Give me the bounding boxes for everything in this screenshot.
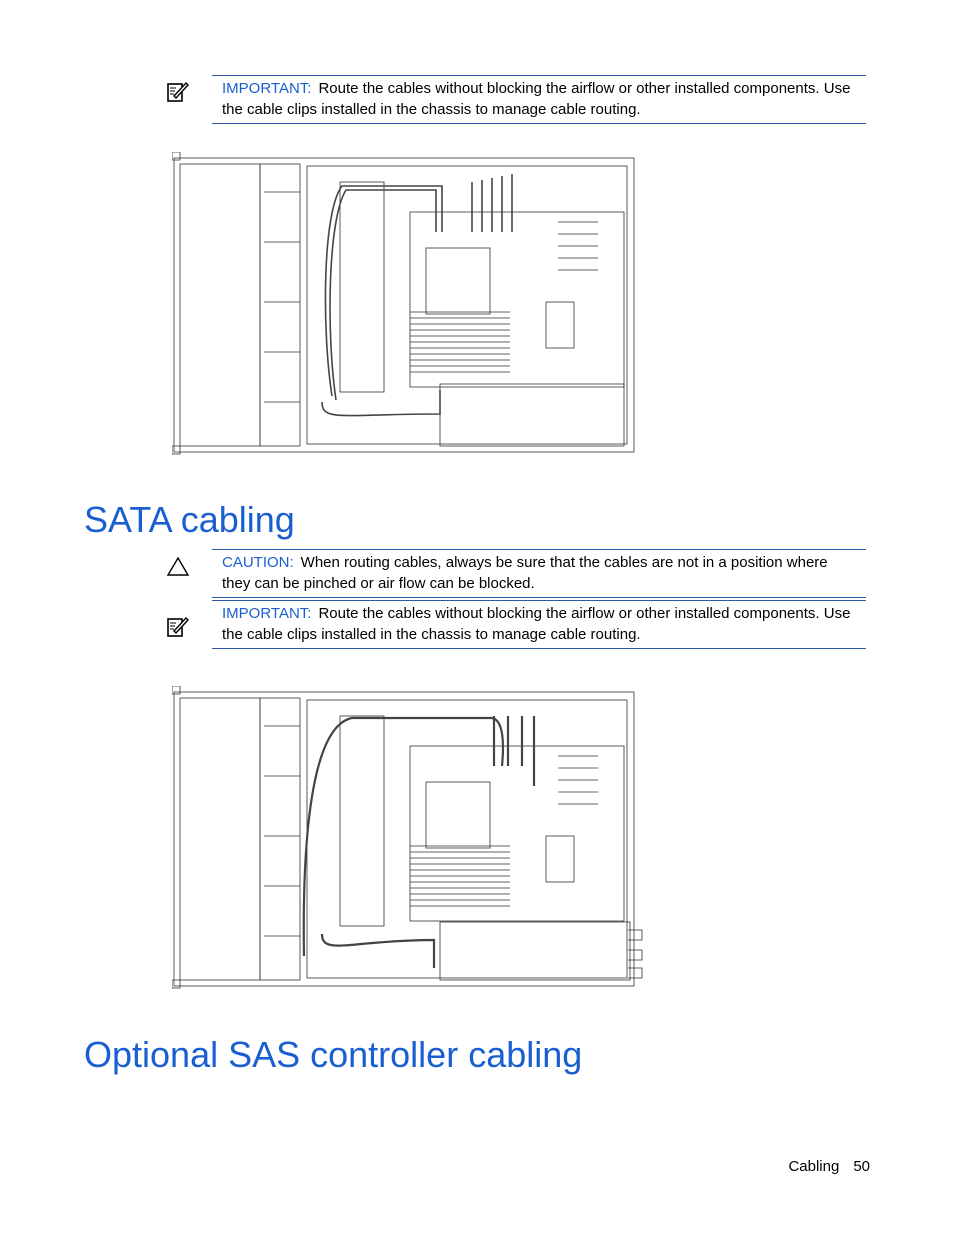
caution-label: CAUTION: [222, 554, 294, 571]
important-icon [166, 80, 190, 104]
footer-section: Cabling [788, 1158, 840, 1175]
important-icon [166, 615, 190, 639]
caution-note [212, 549, 866, 598]
important-label: IMPORTANT: [222, 605, 312, 622]
important-text: Route the cables without blocking the airflow or other installed components. Use the cable clips installed in the chassis to manage cable routing. [222, 80, 851, 118]
caution-text: When routing cables, always be sure that the cables are not in a position where they can be pinched or air flow can be blocked. [222, 554, 828, 592]
caution-icon [166, 555, 190, 579]
page-footer [788, 1158, 870, 1175]
page-number: 50 [853, 1158, 870, 1175]
section-heading-sas: Optional SAS controller cabling [84, 1034, 583, 1075]
important-text: Route the cables without blocking the airflow or other installed components. Use the cable clips installed in the chassis to manage cable routing. [222, 605, 851, 643]
server-chassis-sata-cabling-diagram [172, 686, 646, 990]
important-note-1 [212, 75, 866, 124]
server-chassis-cabling-diagram [172, 152, 646, 456]
important-label: IMPORTANT: [222, 80, 312, 97]
important-note-2 [212, 600, 866, 649]
section-heading-sata: SATA cabling [84, 499, 295, 540]
